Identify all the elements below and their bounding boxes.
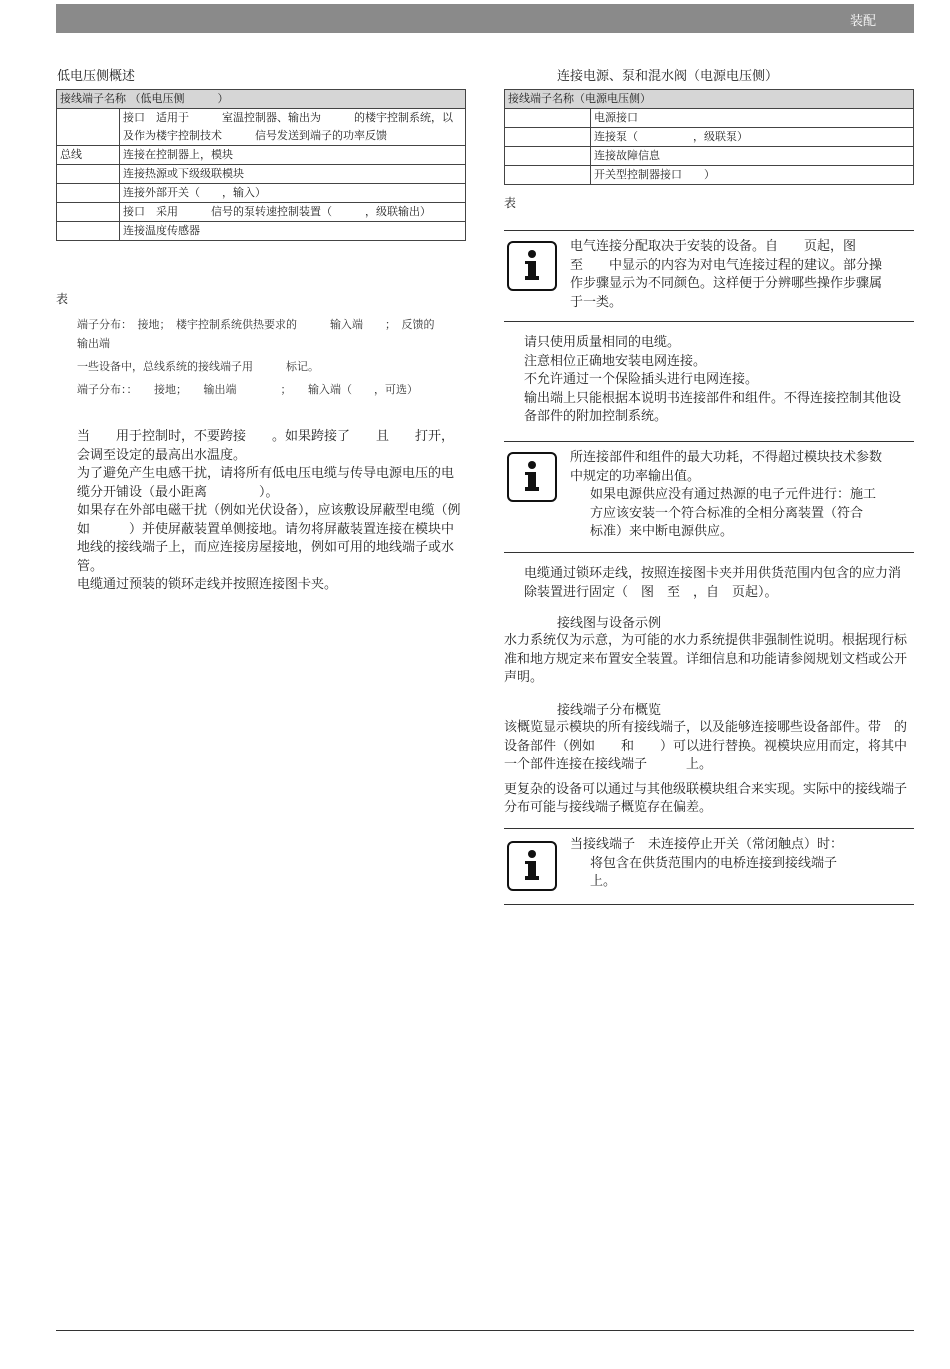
table-cell: 连接故障信息 [591,147,914,166]
table-row [57,109,466,146]
header-bar [56,4,914,33]
table-cell: 接口 适用于 室温控制器、输出为 的楼宇控制系统，以及作为楼宇控制技术 信号发送到端子的功率反馈 [120,109,466,146]
table-row [57,184,466,203]
left-body [77,428,463,595]
right-body-1 [524,334,909,427]
table-header: 接线端子名称 （低电压侧 ） [57,90,466,109]
right-body-4 [504,719,909,818]
paragraph: 请只使用质量相同的电缆。 [524,335,681,350]
info-line: 如果电源供应没有通过热源的电子元件进行：施工方应该安装一个符合标准的全相分离装置（符合 标准）来中断电源供应。 [590,487,929,539]
table-cell [57,222,120,241]
low-voltage-table [56,89,466,241]
paragraph: 不允许通过一个保险插头进行电网连接。 [524,372,759,387]
table-cell [57,184,120,203]
table-cell: 连接在控制器上，模块 [120,146,466,165]
info-line: 所连接部件和组件的最大功耗，不得超过模块技术参数中规定的功率输出值。 [570,450,883,484]
right-body-3: 水力系统仅为示意，为可能的水力系统提供非强制性说明。根据现行标准和地方规定来布置安全装置。详细信息和功能请参阅规划文档或公开声明。 [504,633,908,685]
terminal-notes [77,315,468,403]
table-cell: 总线 [57,146,120,165]
paragraph: 电缆通过预装的锁环走线并按照连接图卡夹。 [77,577,338,592]
paragraph: 更复杂的设备可以通过与其他级联模块组合来实现。实际中的接线端子分布可能与接线端子概览存在偏差。 [504,781,908,815]
table-cell [57,109,120,146]
right-heading: 连接电源、泵和混水阀（电源电压侧） [557,69,779,84]
info-text [570,449,929,542]
paragraph: 输出端上只能根据本说明书连接部件和组件。不得连接控制其他设备部件的附加控制系统。 [524,390,902,424]
info-box [504,441,929,553]
note-text: 端子分布： 接地； 楼宇控制系统供热要求的 输入端 ； 反馈的 输出端 [77,318,468,350]
paragraph: 当 用于控制时，不要跨接 。如果跨接了 且 打开，会调至设定的最高出水温度。 [77,429,455,463]
section-title: 装配 [849,14,876,29]
table-row [505,109,914,128]
table-caption: 表 [504,196,517,210]
table-cell [57,203,120,222]
info-icon [507,241,557,291]
table-cell [57,165,120,184]
info-line: 将包含在供货范围内的电桥连接到接线端子 上。 [590,855,864,889]
mains-voltage-table [504,89,914,185]
table-caption: 表 [56,292,69,306]
table-header: 接线端子名称（电源电压侧） [505,90,914,109]
footer-divider [56,1330,914,1331]
table-cell: 连接热源或下级级联模块 [120,165,466,184]
table-cell: 接口 采用 信号的泵转速控制装置（ ，级联输出） [120,203,466,222]
table-row [505,147,914,166]
note-text: 端子分布：： 接地； 输出端 ； 输入端（ ，可选） [77,383,418,396]
table-cell [505,128,591,147]
left-heading: 低电压侧概述 [57,69,136,84]
table-cell [505,109,591,128]
table-row [57,222,466,241]
subheading-terminals: 接线端子分布概览 [557,703,662,718]
paragraph: 如果存在外部电磁干扰（例如光伏设备），应该敷设屏蔽型电缆（例如 ）并使屏蔽装置单侧接地。请勿将屏蔽装置连接在模块中地线的接线端子上，而应连接房屋接地，例如可用的地线端子或水管。 [77,503,461,574]
info-box [504,230,914,322]
paragraph: 注意相位正确地安装电网连接。 [524,353,707,369]
info-box [504,828,914,905]
info-icon [507,452,557,502]
subheading-wiring: 接线图与设备示例 [557,616,662,631]
table-cell: 连接外部开关（ ，输入） [120,184,466,203]
table-row [57,146,466,165]
paragraph: 该概览显示模块的所有接线端子，以及能够连接哪些设备部件。带 的设备部件（例如 和 ）可以进行替换。视模块应用而定，将其中一个部件连接在接线端子 上。 [504,720,908,772]
table-cell: 连接泵（ ，级联泵） [591,128,914,147]
info-text [570,836,888,892]
table-cell [505,147,591,166]
table-cell: 连接温度传感器 [120,222,466,241]
right-body-2: 电缆通过锁环走线，按照连接图卡夹并用供货范围内包含的应力消除装置进行固定（ 图 至 ，自 页起）。 [524,566,902,600]
table-cell [505,166,591,185]
table-cell: 开关型控制器接口 ） [591,166,914,185]
info-icon [507,841,557,891]
table-row [505,166,914,185]
table-cell: 电源接口 [591,109,914,128]
note-text: 一些设备中，总线系统的接线端子用 标记。 [77,360,319,373]
table-row [505,128,914,147]
info-text: 电气连接分配取决于安装的设备。自 页起，图 至 中显示的内容为对电气连接过程的建议。部分操作步骤显示为不同颜色。这样便于分辨哪些操作步骤属于一类。 [570,239,883,310]
table-row [57,203,466,222]
paragraph: 为了避免产生电感干扰，请将所有低电压电缆与传导电源电压的电缆分开铺设（最小距离 ）。 [77,466,455,500]
table-row [57,165,466,184]
info-line: 当接线端子 未连接停止开关（常闭触点）时： [570,837,844,852]
